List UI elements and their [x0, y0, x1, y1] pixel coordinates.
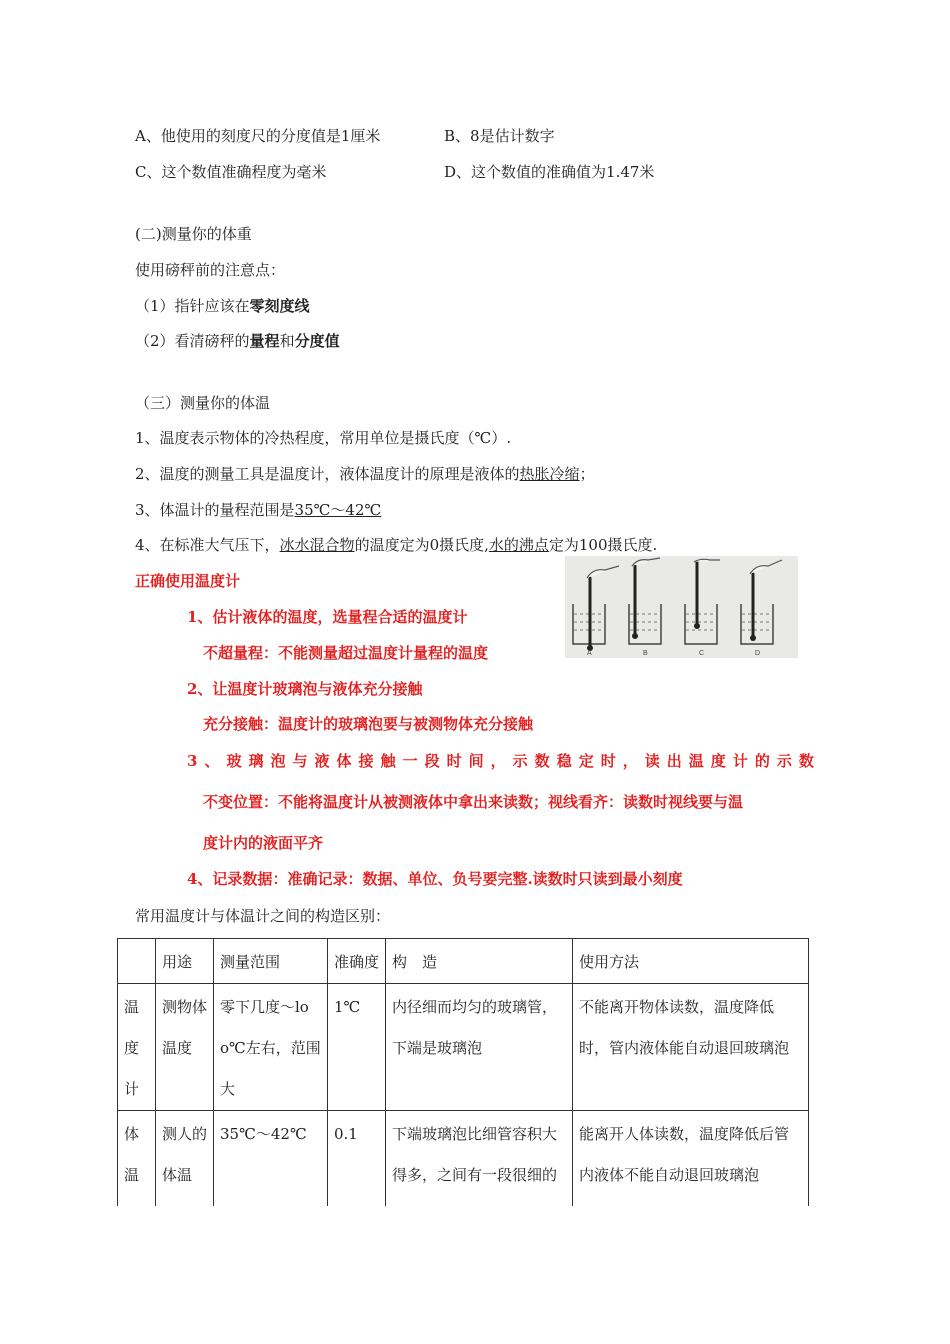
step-3-char: 稳	[556, 752, 572, 770]
correct-use-step-3-note-line-1: 不变位置：不能将温度计从被测液体中拿出来读数；视线看齐：读数时视线要与温	[203, 793, 744, 811]
step-3-char: 度	[710, 752, 726, 770]
table-header-row	[118, 939, 809, 984]
step-3-char: 数	[534, 752, 550, 770]
step-3-char: 段	[424, 752, 440, 770]
table-cell: 35℃～42℃	[214, 1111, 328, 1238]
step-3-char: 读	[644, 752, 660, 770]
table-cell: 1℃	[328, 984, 386, 1111]
page-bottom-margin	[0, 1206, 950, 1344]
figure-label-c: C	[699, 650, 705, 657]
temp-p1: 1、温度表示物体的冷热程度，常用单位是摄氏度（℃）.	[135, 429, 512, 447]
temp-p2-prefix: 2、温度的测量工具是温度计，液体温度计的原理是液体的	[135, 465, 520, 483]
thermometer-comparison-table	[117, 938, 809, 1238]
correct-use-step-2-note: 充分接触：温度计的玻璃泡要与被测物体充分接触	[203, 715, 534, 733]
table-header-cell: 准确度	[328, 939, 386, 984]
step-3-char: 泡	[270, 752, 286, 770]
temp-p4-suffix: 定为100摄氏度.	[548, 536, 658, 554]
step-3-char: 间	[468, 752, 484, 770]
figure-label-d: D	[755, 650, 761, 657]
step-3-char: 数	[798, 752, 814, 770]
weight-item-1	[135, 296, 310, 316]
temp-p3	[135, 500, 381, 520]
step-3-char: 3	[187, 752, 198, 770]
step-3-char: 一	[402, 752, 418, 770]
step-3-char: 接	[358, 752, 374, 770]
step-3-char: 时	[446, 752, 462, 770]
step-3-char: 示	[776, 752, 792, 770]
correct-use-title: 正确使用温度计	[135, 572, 241, 590]
option-c: C、这个数值准确程度为毫米	[135, 163, 327, 181]
correct-use-step-2: 2、让温度计玻璃泡与液体充分接触	[187, 680, 423, 698]
step-3-char: 与	[292, 752, 308, 770]
table-intro: 常用温度计与体温计之间的构造区别：	[135, 907, 391, 925]
weight-intro: 使用磅秤前的注意点：	[135, 261, 286, 279]
weight-heading: (二)测量你的体重	[135, 225, 252, 243]
table-header-cell	[118, 939, 156, 984]
table-cell: 零下几度～loo℃左右，范围大	[214, 984, 328, 1111]
table-cell: 测人的体温	[156, 1111, 214, 1238]
temp-p3-prefix: 3、体温计的量程范围是	[135, 501, 295, 519]
table-header-cell: 用途	[156, 939, 214, 984]
weight-item-2-mid: 和	[279, 332, 295, 350]
table-cell: 温度计	[118, 984, 156, 1111]
temp-p4-underline-ice: 冰水混合物	[279, 536, 355, 554]
step-3-char: 玻	[226, 752, 242, 770]
step-3-char: 的	[754, 752, 770, 770]
temp-p2-underline: 热胀冷缩	[519, 465, 580, 483]
temp-p4	[135, 535, 657, 555]
table-cell: 0.1	[328, 1111, 386, 1238]
temp-p3-underline: 35℃～42℃	[294, 501, 382, 519]
table-row	[118, 984, 809, 1111]
weight-item-1-prefix: （1）指针应该在	[135, 297, 250, 315]
thermometer-beaker-illustration	[565, 556, 798, 658]
step-3-char: 体	[336, 752, 352, 770]
temp-heading: （三）测量你的体温	[135, 394, 271, 412]
temp-p2	[135, 464, 595, 484]
weight-item-2-bold-range: 量程	[249, 332, 280, 350]
step-3-char: ，	[490, 752, 506, 770]
weight-item-2	[135, 331, 340, 351]
temp-p4-prefix: 4、在标准大气压下，	[135, 536, 280, 554]
table-cell: 体温	[118, 1111, 156, 1238]
step-3-char: 温	[688, 752, 704, 770]
table-cell: 能离开人体读数，温度降低后管内液体不能自动退回玻璃泡	[573, 1111, 809, 1238]
option-b: B、8是估计数字	[444, 127, 555, 145]
table-cell: 内径细而均匀的玻璃管，下端是玻璃泡	[386, 984, 573, 1111]
table-cell: 测物体温度	[156, 984, 214, 1111]
step-3-char: ，	[622, 752, 638, 770]
step-3-char: 触	[380, 752, 396, 770]
figure-label-b: B	[643, 650, 648, 657]
step-3-char: 定	[578, 752, 594, 770]
correct-use-step-3	[187, 751, 814, 771]
step-3-char: 、	[204, 752, 220, 770]
weight-item-2-prefix: （2）看清磅秤的	[135, 332, 250, 350]
weight-item-2-bold-division: 分度值	[294, 332, 340, 350]
step-3-char: 示	[512, 752, 528, 770]
option-d: D、这个数值的准确值为1.47米	[444, 163, 655, 181]
temp-p4-mid: 的温度定为0摄氏度,	[354, 536, 489, 554]
correct-use-step-1-note: 不超量程：不能测量超过温度计量程的温度	[203, 644, 489, 662]
weight-item-1-bold: 零刻度线	[249, 297, 310, 315]
table-cell: 下端玻璃泡比细管容积大得多，之间有一段很细的	[386, 1111, 573, 1238]
thermometer-beaker-figure	[565, 556, 798, 658]
table-header-cell: 使用方法	[573, 939, 809, 984]
correct-use-step-3-note-line-2: 度计内的液面平齐	[203, 834, 324, 852]
correct-use-step-4: 4、记录数据：准确记录：数据、单位、负号要完整.读数时只读到最小刻度	[187, 870, 683, 888]
figure-label-a: A	[587, 650, 592, 657]
step-3-char: 液	[314, 752, 330, 770]
temp-p4-underline-boil: 水的沸点	[488, 536, 549, 554]
correct-use-step-1: 1、估计液体的温度，选量程合适的温度计	[187, 608, 468, 626]
option-a: A、他使用的刻度尺的分度值是1厘米	[135, 127, 381, 145]
temp-p2-suffix: ；	[579, 465, 595, 483]
table-header-cell: 测量范围	[214, 939, 328, 984]
table-cell: 不能离开物体读数，温度降低时，管内液体能自动退回玻璃泡	[573, 984, 809, 1111]
step-3-char: 璃	[248, 752, 264, 770]
step-3-char: 时	[600, 752, 616, 770]
step-3-char: 出	[666, 752, 682, 770]
step-3-char: 计	[732, 752, 748, 770]
table-header-cell: 构 造	[386, 939, 573, 984]
